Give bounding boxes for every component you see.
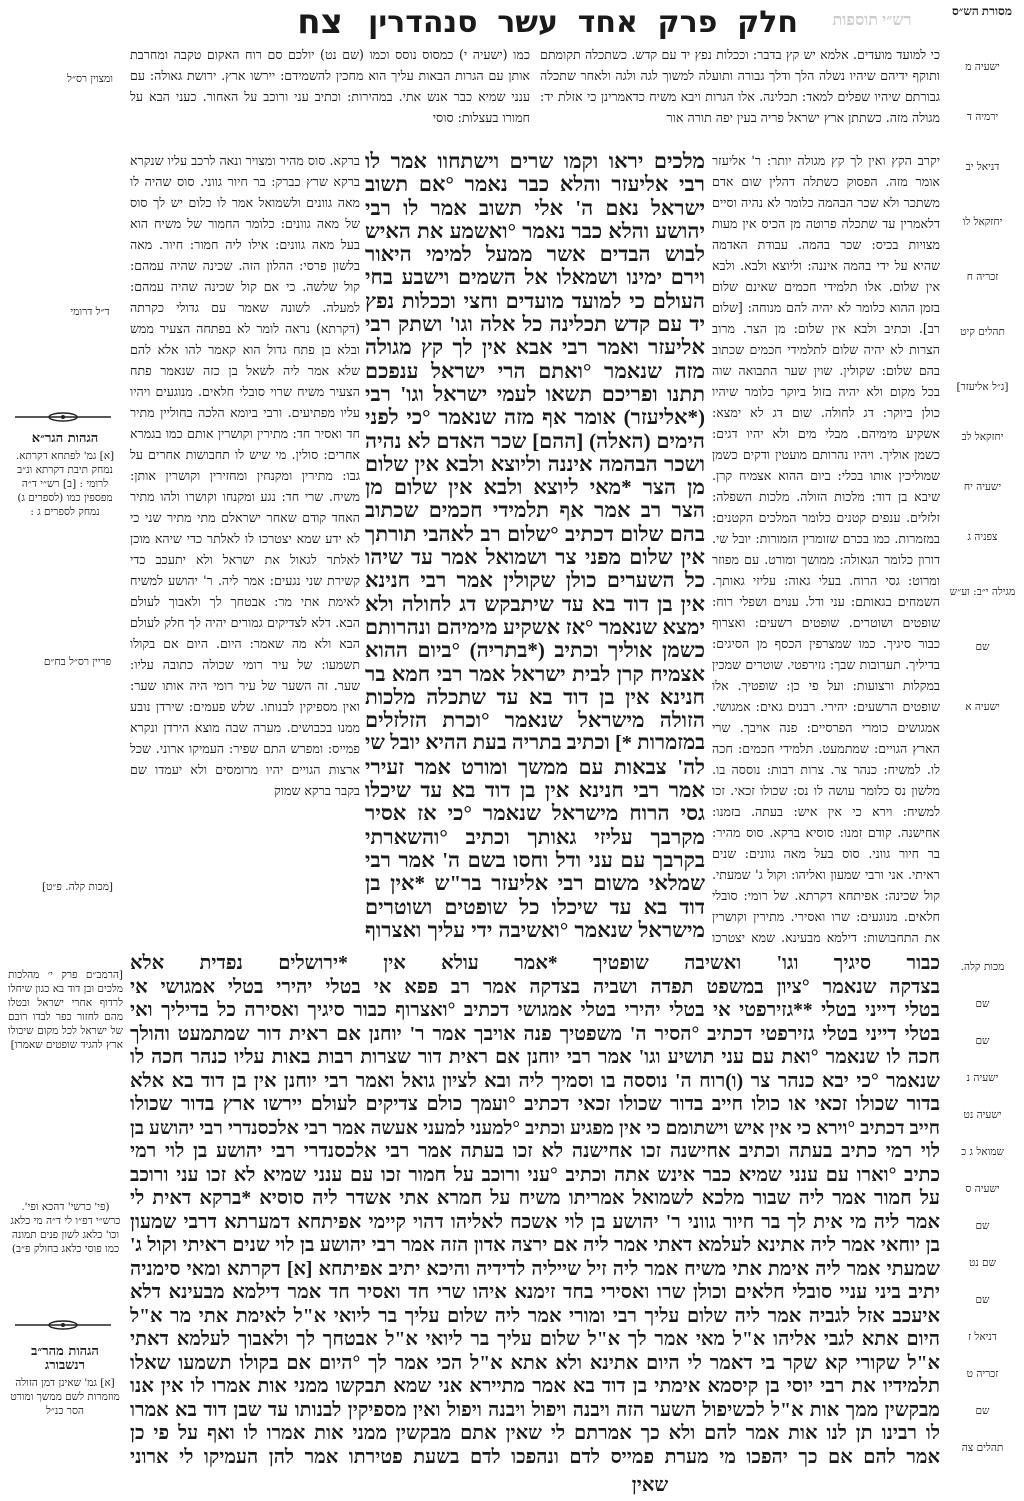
masoret-ref: ישעיה א [965, 701, 1000, 713]
gemara-line: הצר רב אמר אף תלמידי חכמים שכתוב [365, 499, 705, 523]
gemara-line: אין שלום מפני צר ושמואל אמר עד שיהו [365, 546, 705, 570]
gemara-line: בצדקה שנאמר °ציון במשפט תפדה ושביה בצדקה אמר רב פפא אי בטלי יהירי בטלי אמגושי אי [130, 976, 940, 998]
masoret-label: מסורת הש״ס [951, 4, 1012, 18]
gemara-line: שנאמר °כי יבא כנהר צר (ו)רוח ה' נוססה בו וסמיך ליה ובא לציון גואל ואמר רבי יוחנן אין בן דוד בא אלא [130, 1070, 940, 1092]
margin-note: [מכות קלה. פ״ט] [41, 881, 114, 893]
gemara-line: כתיב °וארו עם ענני שמיא כבר אינש אתה וכתיב °עני ורוכב על חמור זכו עם ענני שמיא לא זכו עני ורוכב [130, 1164, 940, 1186]
margin-note: פריין רס״ל בח״ם [43, 656, 112, 668]
gemara-line: לו רבינו תן לנו אות אמר להם ולא כך אמרתם לי שאין אתם מבקשין ממני אות אמרו לו ואף על פי כן [130, 1423, 940, 1444]
maharab-text: [א] גמ' שאינן דמן הזולה מוזמרות לשם ממשך ומורט הסר כנ״ל [10, 1377, 120, 1417]
masoret-ref: שם [975, 998, 990, 1010]
rambam-note: [הרמב״ם פרק י׳ מהלכות מלכים ובן דוד בא כגון שיחלו לרדוף אחרי ישראל ובטלו מהם לחזור כפר לבדו רובם של ישראל לכל מקום שיכולו ארץ להגיד שופטים שאמרו] [8, 969, 123, 1051]
gemara-line: מלכים יראו וקמו שרים וישתחוו אמר לו [365, 150, 705, 173]
gemara-line: ושכר הבהמה איננה וליוצא ולבא אין שלום [365, 452, 705, 476]
gemara-line: דוד בא עד שיכלו כל שופטים ושוטרים [365, 895, 705, 919]
gemara-line: שמלאי משום רבי אליעזר בר"ש *אין בן [365, 872, 705, 896]
gemara-line: אמר להם אם כך יהפכו מי מערת פמייס לדם ונהפכו לדם בשעת פטירתו אמר להן העמיקו לי ארוני [130, 1446, 940, 1468]
gemara-line: בטלי דייני בטלי **גזירפטי אי בטלי יהירי בטלי אמגושי דכתיב °ואצרוף כבור סיגיך ואסירה כל בדיליך ואי [130, 1000, 940, 1021]
masoret-ref: שם [975, 1035, 990, 1047]
maharab-title: הגהות מהר״ב רנשבורג [31, 1344, 99, 1373]
gemara-line: מבקשין ממך אות א"ל לכשיפול השער הזה ויבנה ויפול ויבנה ויפול ואין מספיקין לבנותו עד שבן דוד בא אמרו [130, 1399, 940, 1421]
gra-text: [א] גמ' לפתחא דקרתא. נמחק תיבת דקרתא ונ״ב לרומי : [ב] רש״י ד״ה מפספין כמו (לספרים ג) נמחק לספרים ג : [15, 450, 115, 518]
gemara-line: יד עם קדש תכלינה כל אלה וגו' ושתק רבי [365, 313, 705, 337]
gemara-line: אין בן דוד בא עד שיתבקש דג לחולה ולא [365, 592, 705, 616]
gemara-line: חכה לו שנאמר °ואת עם עני תושיע וגו' אמר רבי יוחנן אם ראית דור שצרות רבות באות עליו כנהר חכה לו [130, 1047, 940, 1068]
masoret-ref: זכריה ט [966, 1368, 999, 1380]
masoret-ref: תהלים קיט [960, 326, 1005, 338]
title-word: עשר [497, 4, 558, 40]
masoret-ref: שם [975, 1220, 990, 1232]
gemara-line: בקרבך עם עני ודל וחסו בשם ה' אמר רבי [365, 848, 705, 872]
gemara-line: במזמרות *] וכתיב בתריה בעת ההיא יובל שי [365, 732, 705, 755]
masoret-ref: שם נט [968, 1257, 997, 1269]
gemara-center [365, 150, 705, 942]
margin-note: מגילה י״ב: וע״ש [949, 586, 1016, 598]
gemara-bottom [130, 952, 940, 1469]
masoret-ref: ישעיה נט [963, 1109, 1002, 1121]
gemara-line: מישראל שנאמר °ואשיבה ידי עליך ואצרוף [365, 918, 705, 942]
gemara-line: מקרבך עליזי גאותך וכתיב °והשארתי [365, 825, 705, 849]
gra-notes [10, 432, 120, 519]
gemara-line: מזה שנאמר °ואתם הרי ישראל ענפכם [365, 359, 705, 383]
gemara-line: אצמיח קרן לבית ישראל אמר רבי חמא בר [365, 662, 705, 686]
masoret-ref: יחזקאל לו [962, 216, 1003, 228]
gemara-line: אמר ליה מי אית לך בר חיור גווני ר' יהושע בן לוי אשכח לאליהו דהוי קיימי אפיתחא דמערתא דרבי שמעון [130, 1211, 940, 1233]
gemara-line: יהושע והלא כבר נאמר °ואשמע את האיש [365, 219, 705, 243]
gemara-line: לה' צבאות עם ממשך ומורט אמר זעירי [365, 755, 705, 779]
catchword: שאין [631, 1475, 669, 1496]
masoret-ref: שם [975, 641, 990, 653]
gemara-line: איעכב אזל לגביה אמר ליה שלום עליך רבי ומורי אמר ליה שלום עליך בר ליואי א"ל לאימת אתי מר א"ל [130, 1305, 940, 1327]
gemara-line: כשמן אוליך וכתיב (*בתריה) °ביום ההוא [365, 639, 705, 663]
alt-reading: [ג״ל אליעזר] [956, 381, 1009, 393]
page-number: צח [297, 2, 343, 42]
title-word: אחד [577, 4, 638, 40]
masoret-ref: ישעיה נ [966, 1072, 999, 1084]
gemara-line: שמעתי אמר ליה אימת אתי משיח אמר ליה זיל שייליה לדידיה והיכא יתיב אפיתחא [א] דקרתא ומאי סימניה [130, 1258, 940, 1280]
gemara-line: בהם שלום דכתיב °שלום רב לאהבי תורתך [365, 522, 705, 546]
masoret-ref: שמואל ג כ [961, 1146, 1004, 1158]
gemara-line: אליעזר ואמר רבי אבא אין לך קץ מגולה [365, 336, 705, 360]
title-word: חלק [737, 4, 798, 40]
masoret-ref: מכות קלה. [960, 961, 1005, 973]
masoret-ref: שם [975, 1294, 990, 1306]
gra-title: הגהות הגר״א [31, 431, 99, 446]
faded-column-headings: רש״י תוספות [832, 12, 912, 29]
gemara-line: מן הצר *מאי ליוצא ולבא אין שלום מן [365, 476, 705, 500]
masoret-ref: שם [975, 1405, 990, 1417]
margin-note: ומצוין רס״ל [67, 73, 113, 85]
gemara-line: ישראל נאם ה' אלי תשוב אמר לו רבי [365, 196, 705, 220]
gemara-line: לוי רמי כתיב בעתה וכתיב אחישנה זכו אחישנה לא זכו בעתה אמר רבי אלכסנדרי רבי יהושע בן לוי רמי [130, 1141, 940, 1162]
gemara-line: הימים (האלה) [ההם] שכר האדם לא נהיה [365, 429, 705, 453]
title-word: סנהדרין [368, 4, 478, 40]
gemara-line: אמר רבי חנינא אין בן דוד בא עד שיכלו [365, 779, 705, 803]
gemara-line: וירם ימינו ושמאלו אל השמים וישבע בחי [365, 266, 705, 290]
masoret-ref: תהלים צה [961, 1442, 1004, 1454]
gemara-line: היום אתא לגבי אליהו א"ל מאי אמר לך א"ל שלום עליך בר ליואי א"ל אבטחך לך ולאבוך לעלמא דאתי [130, 1329, 940, 1350]
gemara-line: כבור סיגיך וגו' ואשיבה שופטיך *אמר עולא אין *ירושלים נפדית אלא [130, 953, 940, 974]
margin-note: (פי' כרשי' דהכא ופי'. כרש״י דפ״ו לי ד״ה מי כלאג וכו' כלאג לשון פנים תמונה כמו פוסי כלאג בחולק פ״ב) [10, 1201, 121, 1255]
gemara-line: חנינא אין בן דוד בא עד שתכלה מלכות [365, 685, 705, 709]
masoret-ref: דניאל יב [965, 161, 1000, 173]
gemara-line: רבי אליעזר והלא כבר נאמר °אם תשוב [365, 173, 705, 197]
gemara-line: בטלי דייני בטלי גזירפטי דכתיב °הסיר ה' משפטיך פנה אויבך אמר ר' יוחנן אם ראית דור שמתמעט והולך [130, 1023, 940, 1045]
gemara-line: גסי הרוח מישראל שנאמר °כי אז אסיר [365, 802, 705, 826]
margin-note: ד״ל דרומי [70, 306, 110, 318]
masoret-ref: יחזקאל לב [961, 431, 1004, 443]
gemara-line: (*אליעזר) אומר אף מזה שנאמר °כי לפני [365, 406, 705, 430]
gemara-line: העולם כי למועד מועדים וחצי וככלות נפץ [365, 289, 705, 313]
rashi-top: כי למועד מועדים. אלמא יש קץ בדבר: וככלות נפץ יד עם קדש. כשתכלה תקומתם ותוקף ידיהם שיהיו נשלה הלך ודלך גבורה ותועלה למשוך לגה ולגה ולאחר שתכלה גבורתם שיהיו שפלים למאד: תכלינה. אלו הגרות ויבא משיח כדאמרינן כי אזלת יד: מגולה מזה. כשתתן ארץ ישראל פריה בעין יפה תורה אור [540, 47, 940, 125]
ornament-divider-icon [15, 410, 111, 424]
gemara-line: בדור שכולו זכאי או כולו חייב בדור שכולו זכאי דכתיב °ועמך כולם צדיקים לעולם יירשו ארץ בדור שכולו [130, 1094, 940, 1115]
masoret-ref: ישעיה ס [965, 1183, 1000, 1195]
page-title [368, 2, 798, 42]
gemara-line: בן יוחאי אמר ליה אתינא לעלמא דאתי אמר ליה אם ירצה אדון הזה אמר רבי יהושע בן לוי שנים ראיתי וקול ג' [130, 1235, 940, 1256]
gemara-line: א"ל שקורי קא שקר בי דאמר לי היום אתינא ולא אתא א"ל הכי אמר לך °היום אם בקולו תשמעו שאלו [130, 1352, 940, 1374]
gemara-line: תתנו ופריכם תשאו לעמי ישראל וגו' רבי [365, 382, 705, 406]
masoret-ref: דניאל ז [968, 1331, 997, 1343]
gemara-line: לבוש הבדים אשר ממעל למימי היאור [365, 243, 705, 267]
ornament-divider-icon [15, 1318, 111, 1332]
gemara-line: חייב דכתיב °וירא כי אין איש וישתומם כי אין מפגיע וכתיב °למעני למעני אעשה אמר רבי אלכסנדרי רבי יהושע בן [130, 1117, 940, 1139]
gemara-line: ימצא שנאמר °אז אשקיע מימיהם ונהרותם [365, 615, 705, 639]
gemara-line: יתיב ביני עניי סובלי חלאים וכולן שרו ואסירי בחד זימנא איהו שרי חד ואסיר חד אמר דילמא מבעינא דלא [130, 1282, 940, 1303]
masoret-ref: זכריה ח [966, 271, 999, 283]
masoret-ref: צפניה ג [967, 531, 998, 543]
gemara-line: הזולה מישראל שנאמר °וכרת הזלזלים [365, 709, 705, 733]
gemara-line: על חמור אמר ליה שבור מלכא לשמואל אמריתו משיח על חמרא אתי אשדר ליה סוסיא *ברקא דאית לי [130, 1188, 940, 1209]
tosafot-top: כמו (ישעיה י) כמסוס נוסס וכמו (שם נט) יולכם סם רוח האקום טקבה ומחרבת אותן עם הגרות הבאות עליך הוא מחכין להשמידם: יירשו ארץ. ירושת גאולה: עם ענני שמיא כבר אנש אתי. במהירות: וכתיב עני ורוכב על האחור. כעני הבא על חמורו בעצלות: סוסי [130, 47, 530, 125]
masoret-ref: ישעיה יח [963, 481, 1002, 493]
title-word: פרק [657, 4, 718, 40]
masoret-ref: ישעיה מ [965, 61, 1000, 73]
gemara-line: תלמידיו את רבי יוסי בן קיסמא אימתי בן דוד בא אמר מתיירא אני שמא תבקשו ממני אות אמרו לו אין אנו [130, 1376, 940, 1397]
tosafot-column: ברקא. סוס מהיר ומצויר ונאה לרכב עליו שנקרא ברקא שרץ כברק: בר חיור גווני. סוס שהיה לו מאה גוונים ולשמואל אמר לו כלום יש לך סוס של מאה גוונים: כלומר החמור של משיח הוא בעל מאה גוונים: אילו ליה חמור: חיור. מאה בלשון פרסי: ההלון הזה. שכינה שהיה עמהם: קול שלשה. כי אם קול שכינה שהיה עמהם: למעלה. לשונה שאמר עם גדולי כקרתה (דקרתא) נראה לומר לא בפתחה הצעיר ממש ובלא בן פתח גדול הוא קאמר להו אלא להם שלא אמר ליה לשאל בן כזה שנאמר פתח הצעיר משיח שרוי סובלי חלאים. מנוגעים ויהיו עליו מפתיעים. ורבי ביומא הלכה בחוליין מתיר חד ואסיר חד: מתירין וקושרין אותם כמו בגמרא אחרים: סולין. מי שיש לו תחבושות אחרים על גבו: מתירין ומקנחין ומחזירין וקושרין אותן: משיח. שרי חד: נגע ומקנחו וקושרו ולהו מתיר האחד קודם שאחר ישראלם מתי מתיר שני כי לא ידע שמא יצטרכו לו לאלתר כדי שיהא מוכן לאלתר לגאול את ישראל ולא יתעכב כדי קשירת שני נגעים: אמר ליה. ר' יהושע למשיח לאימת אתי מר: אבטחך לך ולאבוך לעולם הבא. דלא לצדיקים גמורים יהיה לך חלק לעולם הבא ולא מה שאמר: היום. היום אם בקולו תשמעו: של עיר רומי שכולה כתובה עליו: שער. זה השער של עיר רומי היה אותו שער: ואין מספיקין לבנותו. שלש פעמים: שירדן נובע ממנו בכבושים. מערה שבה מוצא הירדן ונקרא פמייס: ומפרש התם שפיר: העמיקו ארוני. שכל ארצות הגויים יהיו מרומסים ולא יעמדו שם בקבר ברקא שמוק [130, 153, 360, 798]
gemara-line: כל השערים כולן שקולין אמר רבי חנינא [365, 569, 705, 593]
masoret-ref: ירמיה ד [966, 111, 999, 123]
rashi-column: יקרב הקץ ואין לך קץ מגולה יותר: ר' אליעזר אומר מזה. הפסוק כשתלה דהלין שום אדם משתכר ולא שכר הבהמה כלומר לא נהיה וסיים דלאמרין עד שתכלה פרוטה מן הכיס אין מעות מצויות בכיס: שכר בהמה. עבודת האדמה שהיא על ידי בהמה איננה: וליוצא ולבא. ולבא אין שלום. אלו תלמידי חכמים שאינם שלום בזמן ההוא כלומר לא יהיה להם מנוחה: [שלום רב]. וכתיב ולבא אין שלום: מן הצר. מרוב הצרות לא יהיה שלום לתלמידי חכמים שכתוב בהם שלום: שקולין. שוין שער התבואה שוה בכל מקום ולא יהיה בזול ביוקר כלומר שיהיו כולן ביוקר: דג לחולה. שום דג לא ימצא: אשקיע מימיהם. מבלי מים ולא יהיו דגים: כשמן אוליך. ויהיו נהרותם מועטין ודקים כשמן שמוליכין אותו בכלי: ביום ההוא אצמיח קרן. שיבא בן דוד: מלכות הזולה. מלכות השפלה: זלזלים. ענפים קטנים כלומר המלכים הקטנים: במזמרות. כמו בכרם שזומרין הזמורות: יובל שי. דורון כלומר הגאולה: ממושך ומורט. עם מפוזר ומרוט: גסי הרוח. בעלי גאוה: עליזי גאותך. השמחים בגאותם: עני ודל. ענוים ושפלי רוח: שופטים ושוטרים. שופטים רשעים: ואצרוף כבור סיגיך. כמו שמצרפין הכסף מן הסיגים: בדיליך. תערובות שבך: גזירפטי. שוטרים שמכין במקלות ורצועות: ועל פי כן: שופטיך. אלו שופטים הרשעים: יהירי. רבנים גאים: אמגושי. אמגושים כומרי הפרסיים: פנה אויבך. שרי הארץ הגויים: שמתמעט. תלמידי חכמים: חכה לו. למשיח: כנהר צר. צרות רבות: נוססה בו. מלשון נס כלומר עושה לו נס: שכולו זכאי. זכו למשיח: וירא כי אין איש: בעתה. בזמנו: אחישנה. קודם זמנו: סוסיא ברקא. סוס מהיר: בר חיור גווני. סוס בעל מאה גוונים: שנים ראיתי. אני ורבי שמעון ואליהו: וקול ג' שמעתי. קול שכינה: אפיתחא דקרתא. של רומי: סובלי חלאים. מנוגעים: שרו ואסירי. מתירין וקושרין את התחבושות: דילמא מבעינא. שמא יצטרכו [712, 153, 940, 945]
maharab-notes [10, 1345, 120, 1418]
